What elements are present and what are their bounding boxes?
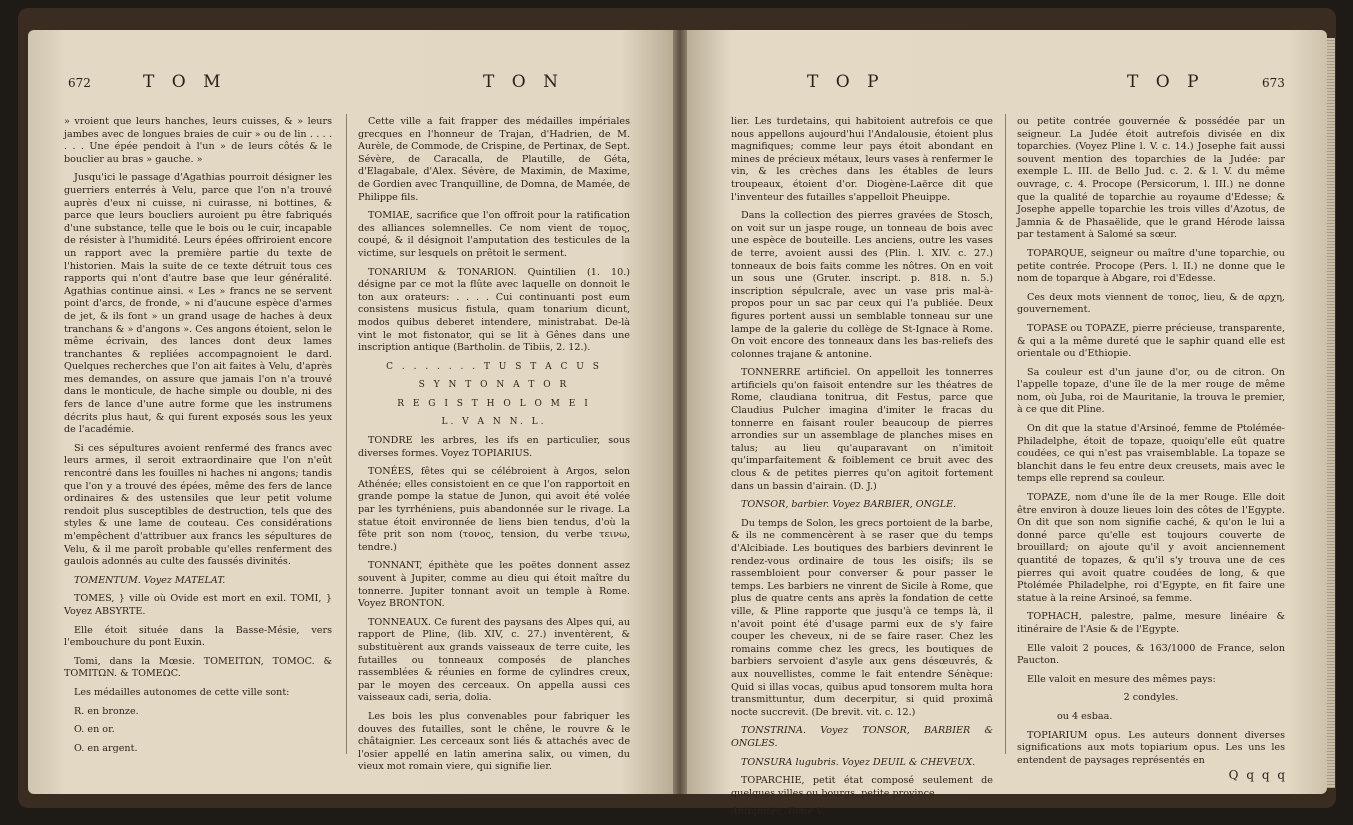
entry-paragraph: TONÉES, fêtes qui se célébroient à Argos, selon Athénée; elles consistoient en ce que l'on rapportoit en grande pompe la statue de Junon, qui avoit été volée par les tyrrhéniens, puis abandonnée sur le rivage. La statue étoit environnée de liens bien tendus, d'où la fête prit son nom (τονος, tension, du verbe τεινω, tendre.) [358, 466, 630, 553]
paragraph: ou petite contrée gouvernée & possédée par un seigneur. La Judée étoit autrefois divisée en dix toparchies. (Voyez Pline l. V. c. 14.) Josephe fait aussi souvent mention des toparchies de la Judée: par exemple L. III. de Bello Jud. c. 2. & l. V. du même ouvrage, c. 4. Procope (Persicorum, l. III.) ne donne que la qualité de toparchie au royaume d'Edesse; & Josephe appelle toparchie les trois villes d'Azotus, de Jamnia & de Phasaëlide, que le grand Hérode laissa par testament à Salomé sa sœur. [1017, 116, 1285, 241]
paragraph: Du temps de Solon, les grecs portoient de la barbe, & ils ne commencèrent à se raser que du temps d'Alcibiade. Les boutiques des barbiers devinrent le rendez-vous ordinaire de tous les oisifs; ils se rassembloient pour converser & pour passer le temps. Les barbiers ne vinrent de Sicile à Rome, que plus de quatre cents ans après la fondation de cette ville, & Pline rapporte que jusqu'à ce temps là, il n'avoit point été d'usage parmi eux de s'y faire couper les cheveux, ni de se faire raser. Chez les romains comme chez les grecs, les boutiques de barbiers servoient d'asyle aux gens désœuvrés, & aux nouvellistes, comme le fait entendre Sénèque: Quid si illas vocas, quibus apud tonsorem multa hora transmittuntur, dum decerpitur, si quid proximâ nocte succrevit. (De brevit. vit. c. 12.) [731, 517, 993, 718]
inscription-line: C . . . . . . . T U S T A C U S [386, 361, 602, 372]
running-head: T O P [1127, 72, 1205, 92]
paragraph: Elle étoit située dans la Basse-Mésie, vers l'embouchure du pont Euxin. [64, 624, 332, 649]
page-number: 673 [1262, 76, 1285, 90]
paragraph: Elle valoit 2 pouces, & 163/1000 de France, selon Paucton. [1017, 642, 1285, 667]
entry-paragraph: TOPAZE, nom d'une île de la mer Rouge. Elle doit être environ à douze lieues loin des côtes de l'Egypte. On dit que son nom signifie caché, & qu'on le lui a donné parce qu'elle est toujours couverte de brouillard; on ajoute qu'il y avoit anciennement quantité de topazes, & qu'il s'y trouva une de ces pierres qui avoit quatre coudées de long, & que Ptolémée Philadelphe, roi d'Egypte, en fit faire une statue à la reine Arsinoé, sa femme. [1017, 492, 1285, 604]
running-head: T O P [807, 72, 885, 92]
left-page-column-2 [358, 116, 630, 780]
entry-heading: TOMES, } ville où Ovide est mort en exil. TOMI, } Voyez ABSYRTE. [64, 593, 332, 617]
running-head: T O M [143, 72, 227, 92]
paragraph: » vroient que leurs hanches, leurs cuisses, & » leurs jambes avec de longues braies de cuir » ou de lin . . . . . . . Une épée pendoit à l'un » de leurs côtés & le bouclier au bras » gauche. » [64, 116, 332, 165]
column-rule [1005, 114, 1006, 754]
left-page-column-1 [64, 116, 332, 761]
list-item: O. en or. [74, 724, 115, 736]
right-page-header [687, 72, 1327, 106]
right-page [687, 30, 1327, 818]
page-edges [1327, 38, 1335, 788]
column-rule [346, 114, 347, 754]
right-page-column-2 [1017, 116, 1285, 773]
entry-heading: TONSTRINA. Voyez TONSOR, BARBIER & ONGLES. [731, 725, 993, 749]
entry-paragraph: TONNANT, épithète que les poëtes donnent assez souvent à Jupiter, comme au dieu qui étoit maître du tonnerre. Jupiter tonnant avoit un temple à Rome. Voyez BRONTON. [358, 560, 630, 610]
book-gutter [673, 30, 687, 794]
entry-heading: TOMENTUM. Voyez MATELAT. [74, 574, 226, 586]
paragraph: Tomi, dans la Mœsie. TOMEITΩN, TOMOC. & TOMITΩN. & TOMEΩC. [64, 655, 332, 680]
paragraph: Elle valoit en mesure des mêmes pays: [1027, 673, 1216, 685]
paragraph: Les médailles autonomes de cette ville sont: [74, 686, 290, 698]
open-book [18, 8, 1336, 818]
entry-paragraph: TOPASE ou TOPAZE, pierre précieuse, transparente, & qui a la même dureté que le saphir quand elle est orientale ou d'Ethiopie. [1017, 322, 1285, 360]
inscription-line: S Y N T O N A T O R [418, 380, 570, 391]
paragraph: Dans la collection des pierres gravées de Stosch, on voit sur un jaspe rouge, un tonneau de bois avec une espèce de bouteille. Les anciens, outre les vases de terre, avoient aussi des (Plin. l. XIV. c. 27.) tonneaux de bois faits comme les nôtres. On en voit un sous une (Gruter. inscript. p. 818. n. 5.) inscription sépulcrale, avec un vase pris mal-à-propos pour un sac par ceux qui l'a publiée. Deux figures portent aussi un semblable tonneau sur une lampe de la galerie du collège de St-Ignace à Rome. On voit encore des tonneaux dans les bas-reliefs des colonnes trajane & antonine. [731, 210, 993, 360]
list-item: O. en argent. [74, 742, 138, 754]
entry-heading: TONSOR, barbier. Voyez BARBIER, ONGLE. [741, 499, 957, 511]
running-head: T O N [483, 72, 564, 92]
signature-mark: Q q q q [1228, 768, 1287, 782]
paragraph: Ces deux mots viennent de τοπος, lieu, & de αρχη, gouvernement. [1017, 291, 1285, 316]
entry-paragraph: TONNERRE artificiel. On appelloit les tonnerres artificiels qu'on faisoit entendre sur les théatres de Rome, claudiana tonitrua, dit Festus, parce que Claudius Pulcher imagina d'imiter le fracas du tonnerre en faisant rouler beaucoup de pierres arrondies sur un assemblage de planches mises en talus; au lieu qu'auparavant on n'imitoit qu'imparfaitement & foiblement ce bruit avec des clous & de petites pierres qu'on agitoit fortement dans un bassin d'airain. (D. J.) [731, 367, 993, 492]
paragraph: Si ces sépultures avoient renfermé des francs avec leurs armes, il seroit extraordinaire que l'on n'eût rencontré dans les fouilles ni haches ni angons; tandis que l'on y a trouvé des épées, même des fers de lance ordinaires & des ustensiles que leur petit volume rendoit plus susceptibles de destruction, tels que des styles & une lame de couteau. Ces considérations m'empêchent d'attribuer aux francs les sépultures de Velu, & il me paroît probable qu'elles renferment des gaulois adonnés au culte des faussés divinités. [64, 442, 332, 568]
entry-heading: TONSURA lugubris. Voyez DEUIL & CHEVEUX. [741, 756, 976, 768]
entry-paragraph: TOPHACH, palestre, palme, mesure linéaire & itinéraire de l'Asie & de l'Egypte. [1017, 611, 1285, 635]
paragraph: Cette ville a fait frapper des médailles impériales grecques en l'honneur de Trajan, d'Hadrien, de M. Aurèle, de Commode, de Crispine, de Pertinax, de Sept. Sévère, de Caracalla, de Plautille, de Géta, d'Elagabale, d'Alex. Sévère, de Maximin, de Maxime, de Gordien avec Tranquilline, de Domna, de Mamée, de Philippe fils. [358, 116, 630, 203]
entry-paragraph: TOPIARIUM opus. Les auteurs donnent diverses significations aux mots topiarium opus. Les uns les entendent de paysages représentés en [1017, 729, 1285, 766]
list-item: 2 condyles. [1123, 692, 1179, 704]
entry-paragraph: TONDRE les arbres, les ifs en particulier, sous diverses formes. Voyez TOPIARIUS. [358, 435, 630, 459]
list-item: R. en bronze. [74, 705, 139, 717]
left-page-header [28, 72, 673, 106]
inscription-line: R E G I S T H O L O M E I [397, 398, 591, 409]
list-item: ou 4 esbaa. [1057, 710, 1113, 722]
paragraph: Sa couleur est d'un jaune d'or, ou de citron. On l'appelle topaze, d'une île de la mer rouge de même nom, où Juba, roi de Mauritanie, la trouva le premier, à ce que dit Pline. [1017, 366, 1285, 416]
entry-paragraph: TOMIAE, sacrifice que l'on offroit pour la ratification des alliances solemnelles. Ce nom vient de τομος, coupé, & il désignoit l'amputation des testicules de la victime, sur lesquels on prêtoit le serment. [358, 210, 630, 259]
inscription-line: L. V A N N. L. [441, 417, 547, 428]
page-number: 672 [68, 76, 91, 90]
paragraph: On dit que la statue d'Arsinoé, femme de Ptolémée-Philadelphe, étoit de topaze, quoiqu'elle eût quatre coudées, ce qui n'est pas vraisemblable. La topaze se blanchit dans le feu entre deux creusets, mais avec le temps elle reprend sa couleur. [1017, 423, 1285, 485]
footer-volume: Antiquités, Tome V. [731, 806, 825, 818]
paragraph: Jusqu'ici le passage d'Agathias pourroit désigner les guerriers enterrés à Velu, parce que l'on n'a trouvé auprès d'eux ni cuisse, ni cuirasse, ni bottines, & parce que leurs boucliers auroient pu être fabriqués d'une substance, telle que le bois ou le cuir, incapable de résister à l'humidité. Leurs épées offriroient encore un rapport avec la première partie du texte de l'historien. Mais la suite de ce texte détruit tous ces rapports qui n'ont d'autre base que leur généralité. Agathias continue ainsi. « Les » francs ne se servent point d'arcs, de fronde, » ni d'aucune espèce d'armes de jet, & ils font » un grand usage de haches à deux tranchans & » d'angons ». Ces angons étoient, selon le même écrivain, des lances dont deux lames tranchantes & repliées accompagnoient le dard. Quelques recherches que l'on ait faites à Velu, d'après mes demandes, on assure que jamais l'on n'a trouvé dans le monticule, de hache simple ou double, ni des fers de lance d'une autre forme que les instrumens décrits plus haut, & qui furent exposés sous les yeux de l'académie. [64, 172, 332, 436]
right-page-column-1 [731, 116, 993, 825]
paragraph: Les bois les plus convenables pour fabriquer les douves des futailles, sont le chêne, le rouvre & le châtaignier. Les cerceaux sont liés & attachés avec de l'osier appellé en latin amerina salix, ou vimen, du vieux mot romain viere, qui signifie lier. [358, 710, 630, 773]
left-page [28, 30, 673, 794]
paragraph: lier. Les turdetains, qui habitoient autrefois ce que nous appellons aujourd'hui l'Andalousie, étoient plus magnifiques; comme leur pays étoit abondant en mines de précieux métaux, leurs vases à renfermer le vin, & les crèches dans les étables de leurs troupeaux, étoient d'or. Diogène-Laërce dit que l'inventeur des futailles s'appelloit Pheuippe. [731, 116, 993, 203]
entry-paragraph: TOPARCHIE, petit état composé seulement de quelques villes ou bourgs, petite province [731, 775, 993, 799]
entry-paragraph: TONARIUM & TONARION. Quintilien (1. 10.) désigne par ce mot la flûte avec laquelle on donnoit le ton aux orateurs: . . . . Cui continuanti post eum consistens musicus fistula, quam tonarium dicunt, modos quibus deberet intendere, ministrabat. De-là vint le mot fistonator, qui se lit à Gênes dans une inscription antique (Bartholin. de Tibiis, 2. 12.). [358, 266, 630, 354]
entry-paragraph: TONNEAUX. Ce furent des paysans des Alpes qui, au rapport de Pline, (lib. XIV, c. 27.) inventèrent, & substituèrent aux grands vaisseaux de terre cuite, les futailles ou tonneaux composés de planches rassemblées & réunies en forme de cylindres creux, par le moyen des cerceaux. On appella aussi ces vaisseaux cadi, seria, dolia. [358, 616, 630, 704]
entry-paragraph: TOPARQUE, seigneur ou maître d'une toparchie, ou petite contrée. Procope (Pers. l. II.) ne donne que le nom de toparque à Abgare, roi d'Edesse. [1017, 247, 1285, 285]
